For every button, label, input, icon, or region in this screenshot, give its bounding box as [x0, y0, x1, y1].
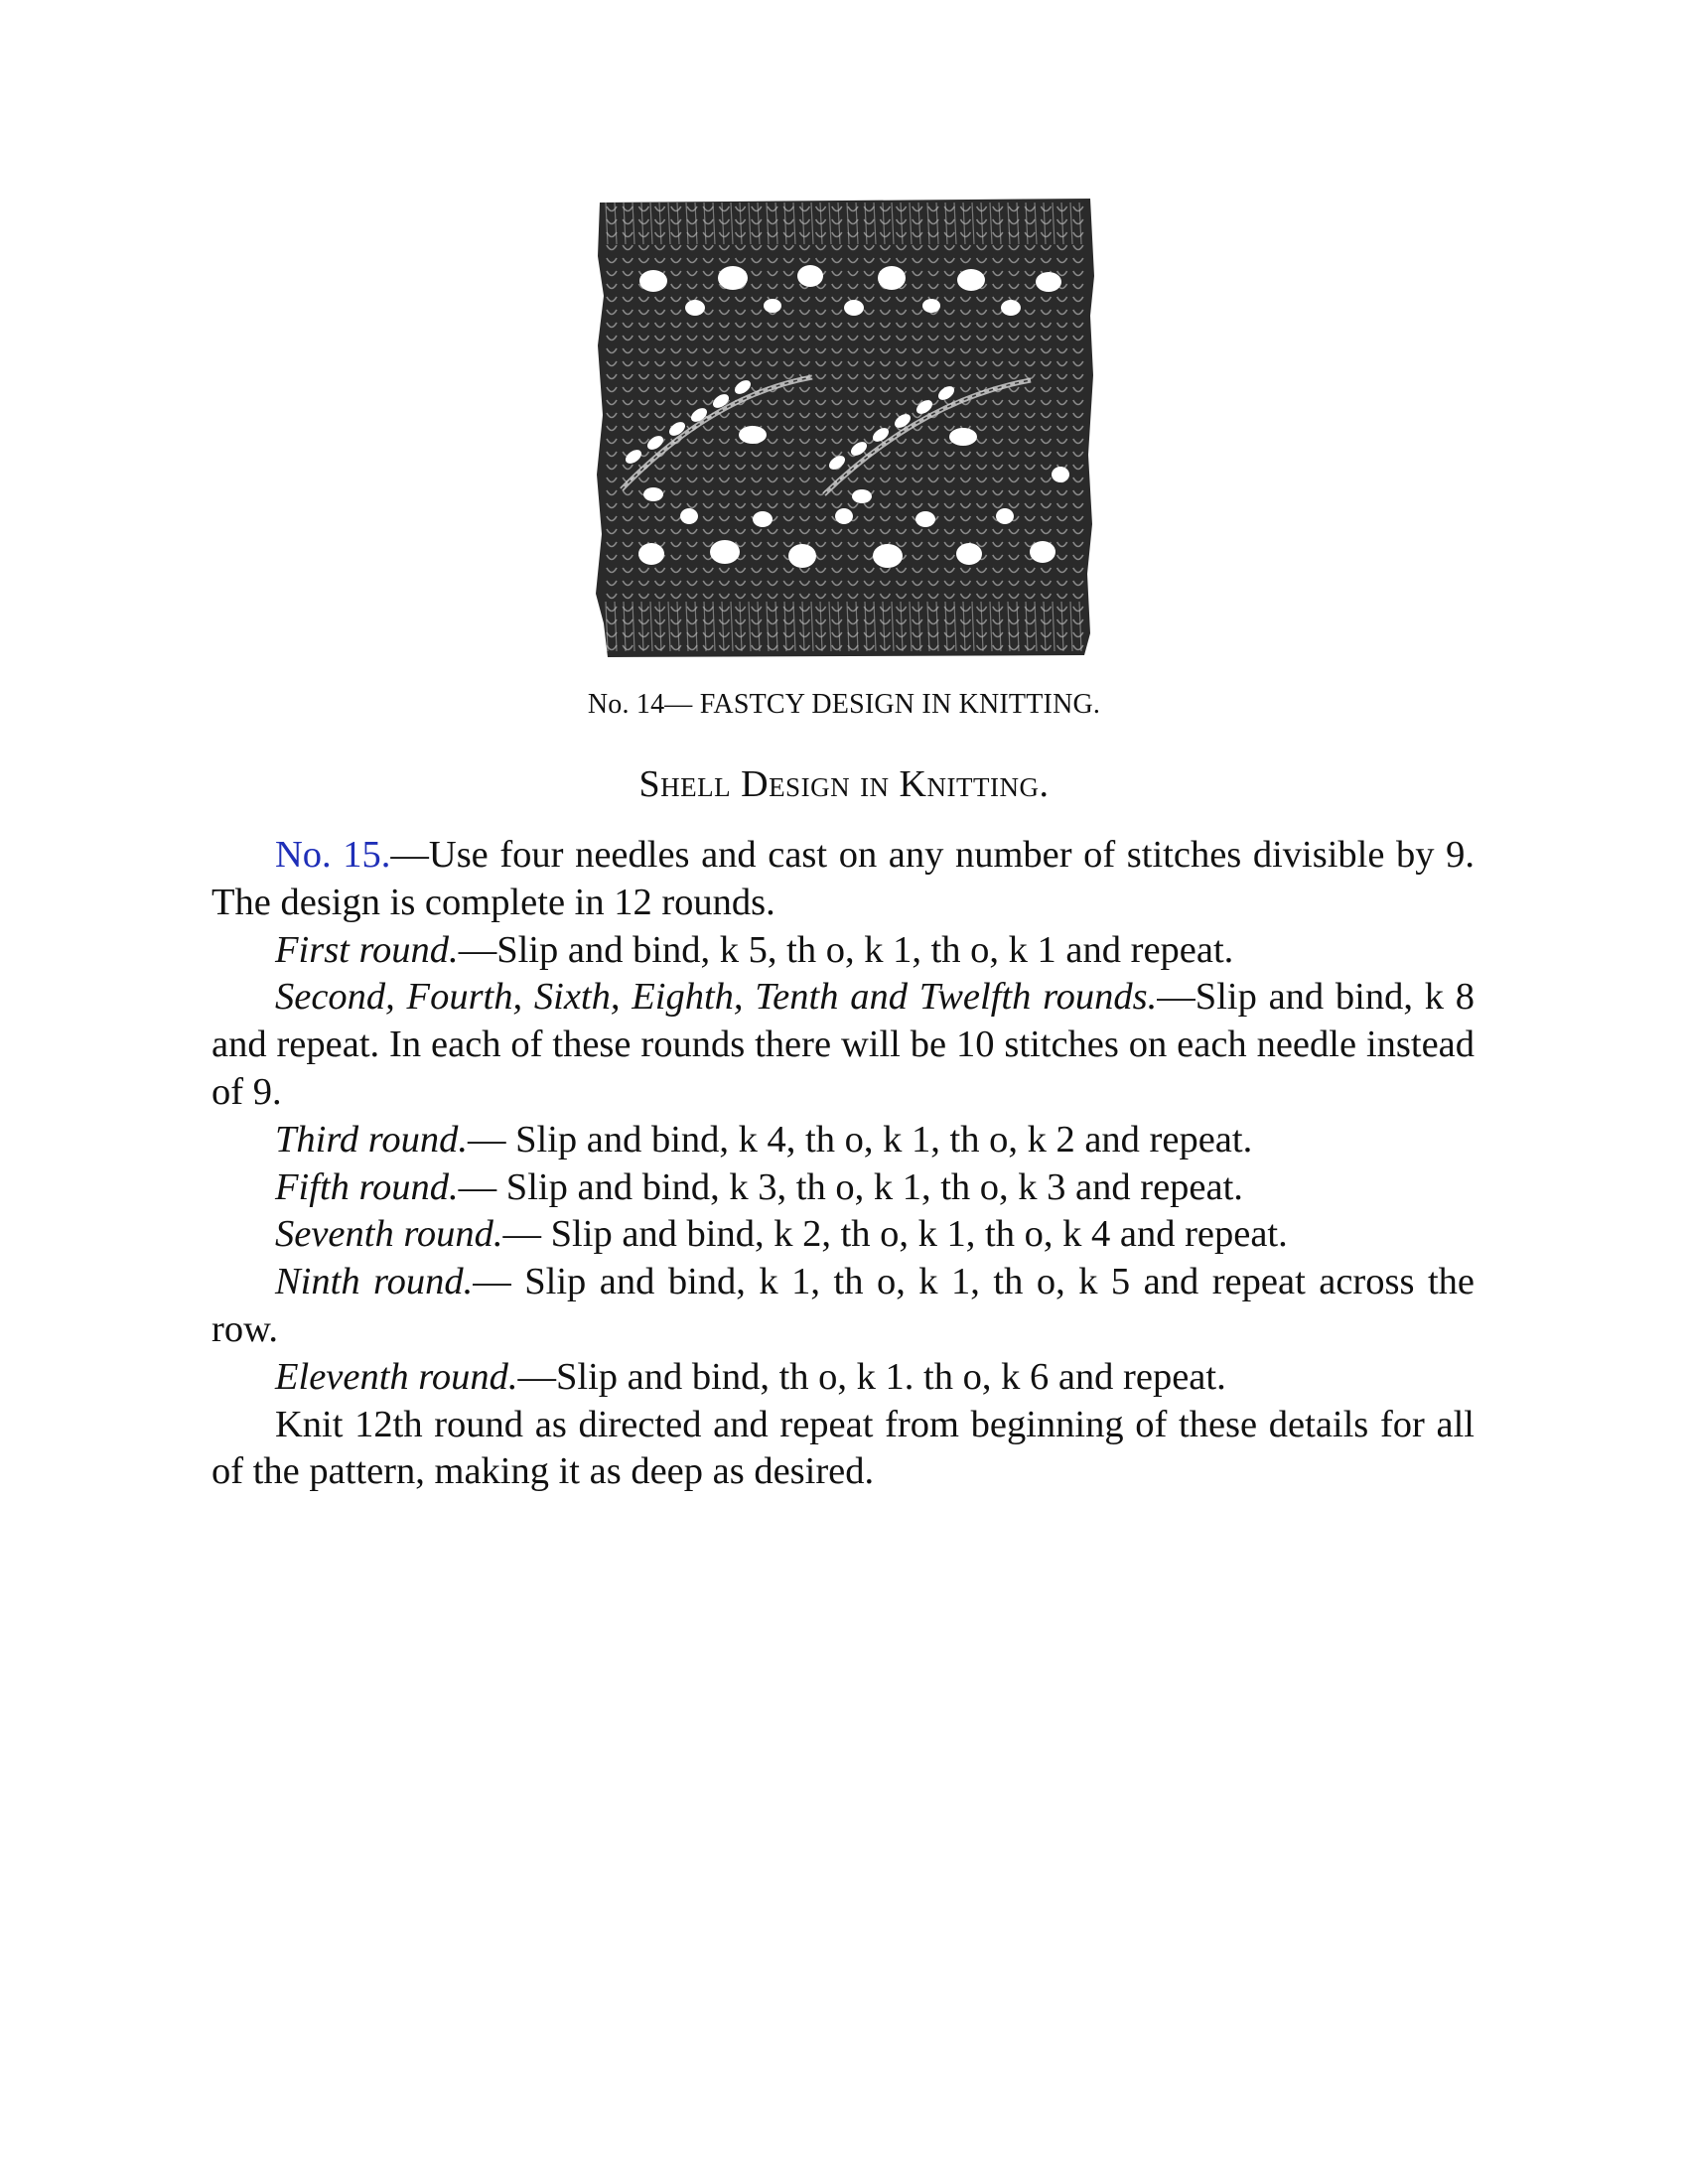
pattern-number-link[interactable]: No. 15.: [275, 834, 391, 876]
paragraph-text: —Slip and bind, k 8 and repeat. In each of these rounds there will be 10 stitches on each needle instead of 9.: [211, 976, 1476, 1113]
paragraph-even-rounds: [211, 974, 1475, 1116]
paragraph-text: — Slip and bind, k 1, th o, k 1, th o, k 5 and repeat across the row.: [211, 1261, 1475, 1350]
paragraph-ninth-round: [211, 1259, 1475, 1354]
round-label: Second, Fourth, Sixth, Eighth, Tenth and Twelfth rounds.: [275, 976, 1158, 1019]
section-heading: Shell Design in Knitting.: [638, 763, 1050, 805]
paragraph-text: Knit 12th round as directed and repeat from beginning of these details for all of the pattern, making it as deep as desired.: [211, 1403, 1475, 1493]
paragraph-third-round: [211, 1117, 1475, 1164]
paragraph-intro: [211, 832, 1475, 927]
knitting-swatch-figure: [594, 197, 1098, 659]
round-label: Fifth round.: [275, 1165, 459, 1208]
figure-caption: No. 14— FASTCY DESIGN IN KNITTING.: [587, 689, 1101, 720]
paragraph-text: — Slip and bind, k 2, th o, k 1, th o, k 4 and repeat.: [502, 1213, 1288, 1256]
swatch-base: [596, 199, 1094, 657]
paragraph-closing: [211, 1402, 1475, 1497]
paragraph-text: —Use four needles and cast on any number of stitches divisible by 9. The design is complete in 12 rounds.: [211, 834, 1475, 923]
round-label: Ninth round.: [275, 1261, 474, 1303]
paragraph-first-round: [211, 927, 1475, 975]
round-label: Third round.: [275, 1118, 468, 1160]
paragraph-seventh-round: [211, 1211, 1475, 1259]
round-label: Seventh round.: [275, 1213, 503, 1256]
paragraph-fifth-round: [211, 1164, 1475, 1212]
paragraph-text: — Slip and bind, k 4, th o, k 1, th o, k 2 and repeat.: [467, 1118, 1253, 1160]
paragraph-text: — Slip and bind, k 3, th o, k 1, th o, k 3 and repeat.: [458, 1165, 1243, 1208]
round-label: Eleventh round.: [275, 1355, 518, 1398]
knitting-swatch-image: [594, 197, 1098, 659]
paragraph-eleventh-round: [211, 1354, 1475, 1402]
instructions-body: [211, 832, 1475, 1496]
round-label: First round.: [275, 928, 459, 971]
paragraph-text: —Slip and bind, k 5, th o, k 1, th o, k 1 and repeat.: [458, 928, 1234, 971]
paragraph-text: —Slip and bind, th o, k 1. th o, k 6 and repeat.: [517, 1355, 1226, 1398]
